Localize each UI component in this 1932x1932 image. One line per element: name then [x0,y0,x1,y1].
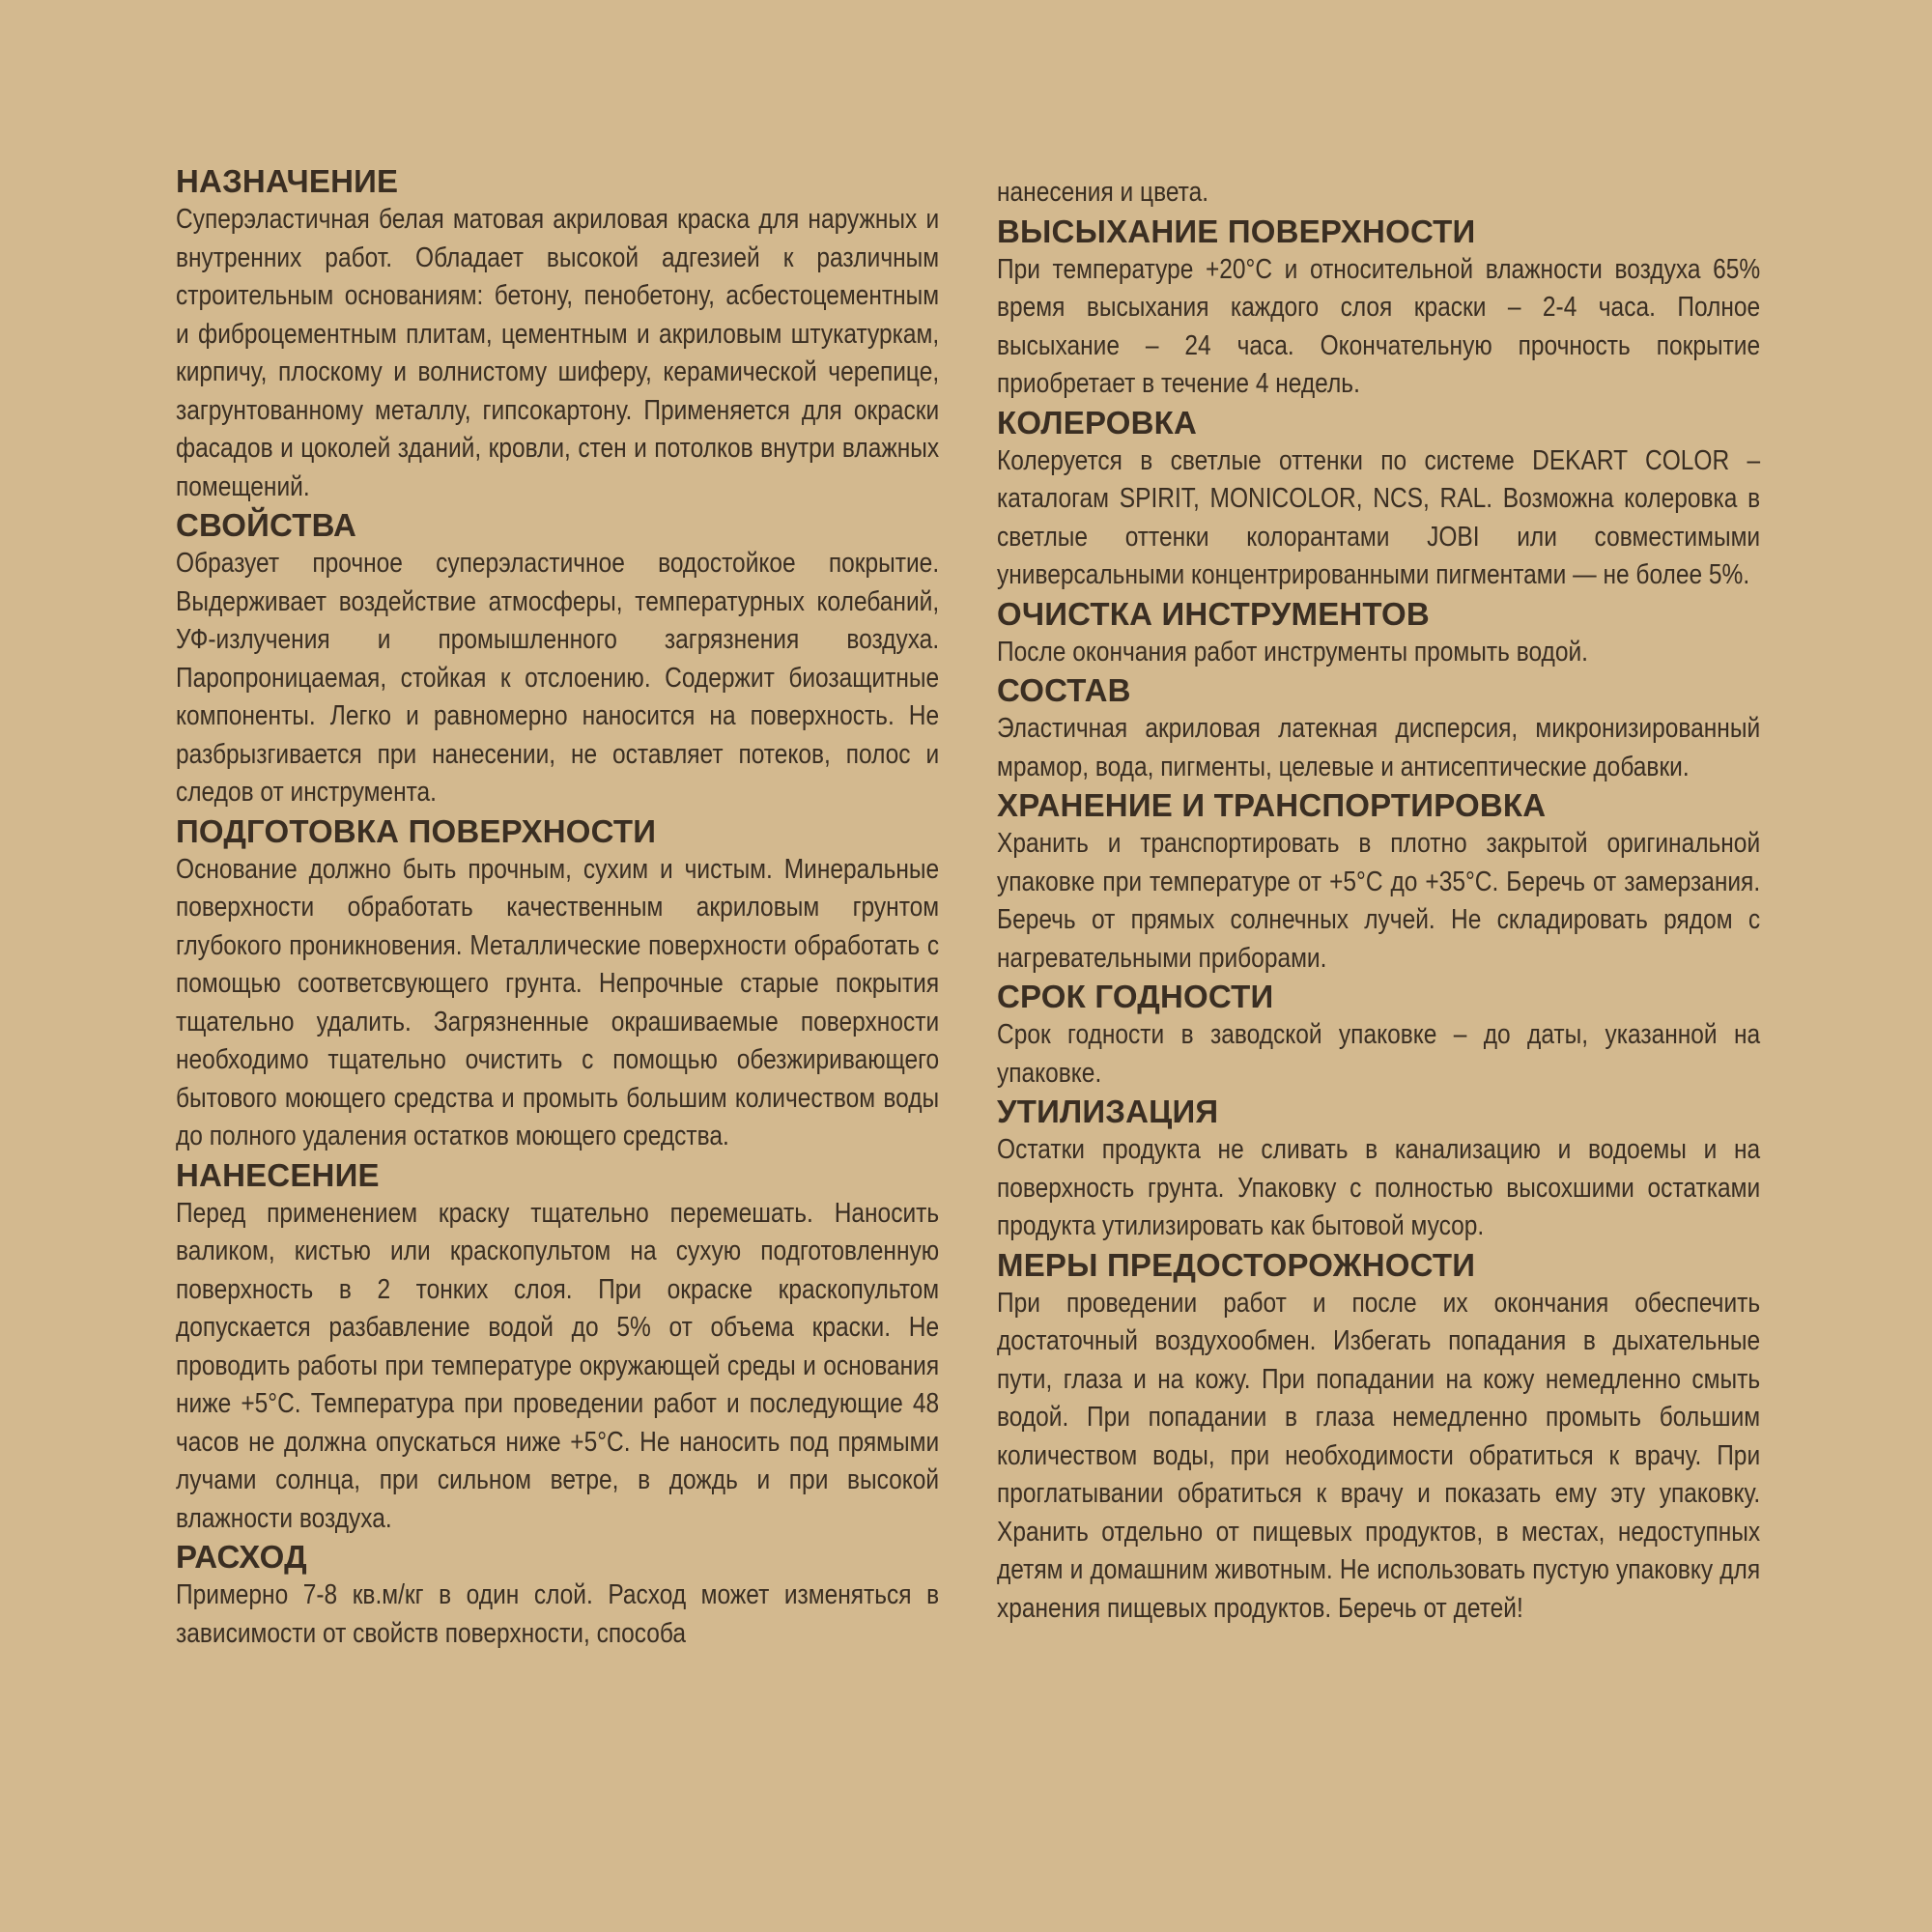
section-composition [997,671,1760,786]
section-surface-preparation [176,812,939,1156]
section-body: Образует прочное суперэластичное водостойкое покрытие. Выдерживает воздействие атмосферы, температурных колебаний, УФ-излучения и промышленного загрязнения воздуха. Паропроницаемая, стойкая к отслоению. Содержит биозащитные компоненты. Легко и равномерно наносится на поверхность. Не разбрызгивается при нанесении, не оставляет потеков, полос и следов от инструмента. [176,548,940,808]
section-body: Эластичная акриловая латекная дисперсия, микронизированный мрамор, вода, пигменты, целевые и антисептические добавки. [997,713,1761,782]
section-title: ВЫСЫХАНИЕ ПОВЕРХНОСТИ [997,213,1476,249]
section-title: УТИЛИЗАЦИЯ [997,1094,1219,1129]
section-title: МЕРЫ ПРЕДОСТОРОЖНОСТИ [997,1246,1476,1283]
left-column [176,162,939,1653]
section-title: ОЧИСТКА ИНСТРУМЕНТОВ [997,595,1430,632]
section-body: Суперэластичная белая матовая акриловая краска для наружных и внутренних работ. Обладает высокой адгезией к различным строительным основаниям: бетону, пенобетону, асбестоцементным и фиброцементным плитам, цементным и акриловым штукатуркам, кирпичу, плоскому и волнистому шиферу, керамической черепице, загрунтованному металлу, гипсокартону. Применяется для окраски фасадов и цоколей зданий, кровли, стен и потолков внутри влажных помещений. [176,204,940,502]
section-title: ХРАНЕНИЕ И ТРАНСПОРТИРОВКА [997,787,1547,823]
section-purpose [176,162,939,506]
section-body: Остатки продукта не сливать в канализацию и водоемы и на поверхность грунта. Упаковку с полностью высохшими остатками продукта утилизировать как бытовой мусор. [997,1134,1761,1241]
section-body: Примерно 7-8 кв.м/кг в один слой. Расход может изменяться в зависимости от свойств поверхности, способа [176,1579,940,1649]
section-body: Колеруется в светлые оттенки по системе DEKART COLOR – каталогам SPIRIT, MONICOLOR, NCS, RAL. Возможна колеровка в светлые оттенки колорантами JOBI или совместимыми универсальными концентрированными пигментами — не более 5%. [997,444,1761,590]
section-consumption [176,1538,939,1653]
section-title: СОСТАВ [997,672,1131,708]
section-body: Основание должно быть прочным, сухим и чистым. Минеральные поверхности обработать качественным акриловым грунтом глубокого проникновения. Металлические поверхности обработать с помощью соответсвующего грунта. Непрочные старые покрытия тщательно удалить. Загрязненные окрашиваемые поверхности необходимо тщательно очистить с помощью обезжиривающего бытового моющего средства и промыть большим количеством воды до полного удаления остатков моющего средства. [176,853,940,1151]
consumption-continuation: нанесения и цвета. [997,177,1209,208]
section-title: НАЗНАЧЕНИЕ [176,163,399,199]
section-body: При проведении работ и после их окончания обеспечить достаточный воздухообмен. Избегать попадания в дыхательные пути, глаза и на кожу. При попадании на кожу немедленно смыть водой. При попадании в глаза немедленно промыть большим количеством воды, при необходимости обратиться к врачу. При проглатывании обратиться к врачу и показать ему эту упаковку. Хранить отдельно от пищевых продуктов, в местах, недоступных детям и домашним животным. Не использовать пустую упаковку для хранения пищевых продуктов. Беречь от детей! [997,1287,1761,1624]
section-title: СВОЙСТВА [176,507,357,543]
section-body: После окончания работ инструменты промыть водой. [997,636,1588,668]
section-title: РАСХОД [176,1539,307,1575]
section-body: Срок годности в заводской упаковке – до даты, указанной на упаковке. [997,1019,1761,1089]
section-tinting [997,404,1760,595]
section-precautions [997,1246,1760,1629]
section-title: КОЛЕРОВКА [997,404,1198,440]
section-tool-cleaning [997,595,1760,672]
section-disposal [997,1093,1760,1246]
section-body: Перед применением краску тщательно перемешать. Наносить валиком, кистью или краскопультом на сухую подготовленную поверхность в 2 тонких слоя. При окраске краскопультом допускается разбавление водой до 5% от объема краски. Не проводить работы при температуре окружающей среды и основания ниже +5°С. Температура при проведении работ и последующие 48 часов не должна опускаться ниже +5°С. Не наносить под прямыми лучами солнца, при сильном ветре, в дождь и при высокой влажности воздуха. [176,1197,940,1534]
section-title: СРОК ГОДНОСТИ [997,979,1274,1014]
right-column [997,174,1760,1628]
section-title: ПОДГОТОВКА ПОВЕРХНОСТИ [176,812,657,849]
section-shelf-life [997,978,1760,1093]
section-body: При температуре +20°С и относительной влажности воздуха 65% время высыхания каждого слоя краски – 2-4 часа. Полное высыхание – 24 часа. Окончательную прочность покрытие приобретает в течение 4 недель. [997,253,1761,399]
section-drying [997,213,1760,404]
section-title: НАНЕСЕНИЕ [176,1156,380,1193]
section-properties [176,506,939,812]
section-body: Хранить и транспортировать в плотно закрытой оригинальной упаковке при температуре от +5°С до +35°С. Беречь от замерзания. Беречь от прямых солнечных лучей. Не складировать рядом с нагревательными приборами. [997,828,1761,974]
section-application [176,1156,939,1539]
section-storage [997,786,1760,978]
